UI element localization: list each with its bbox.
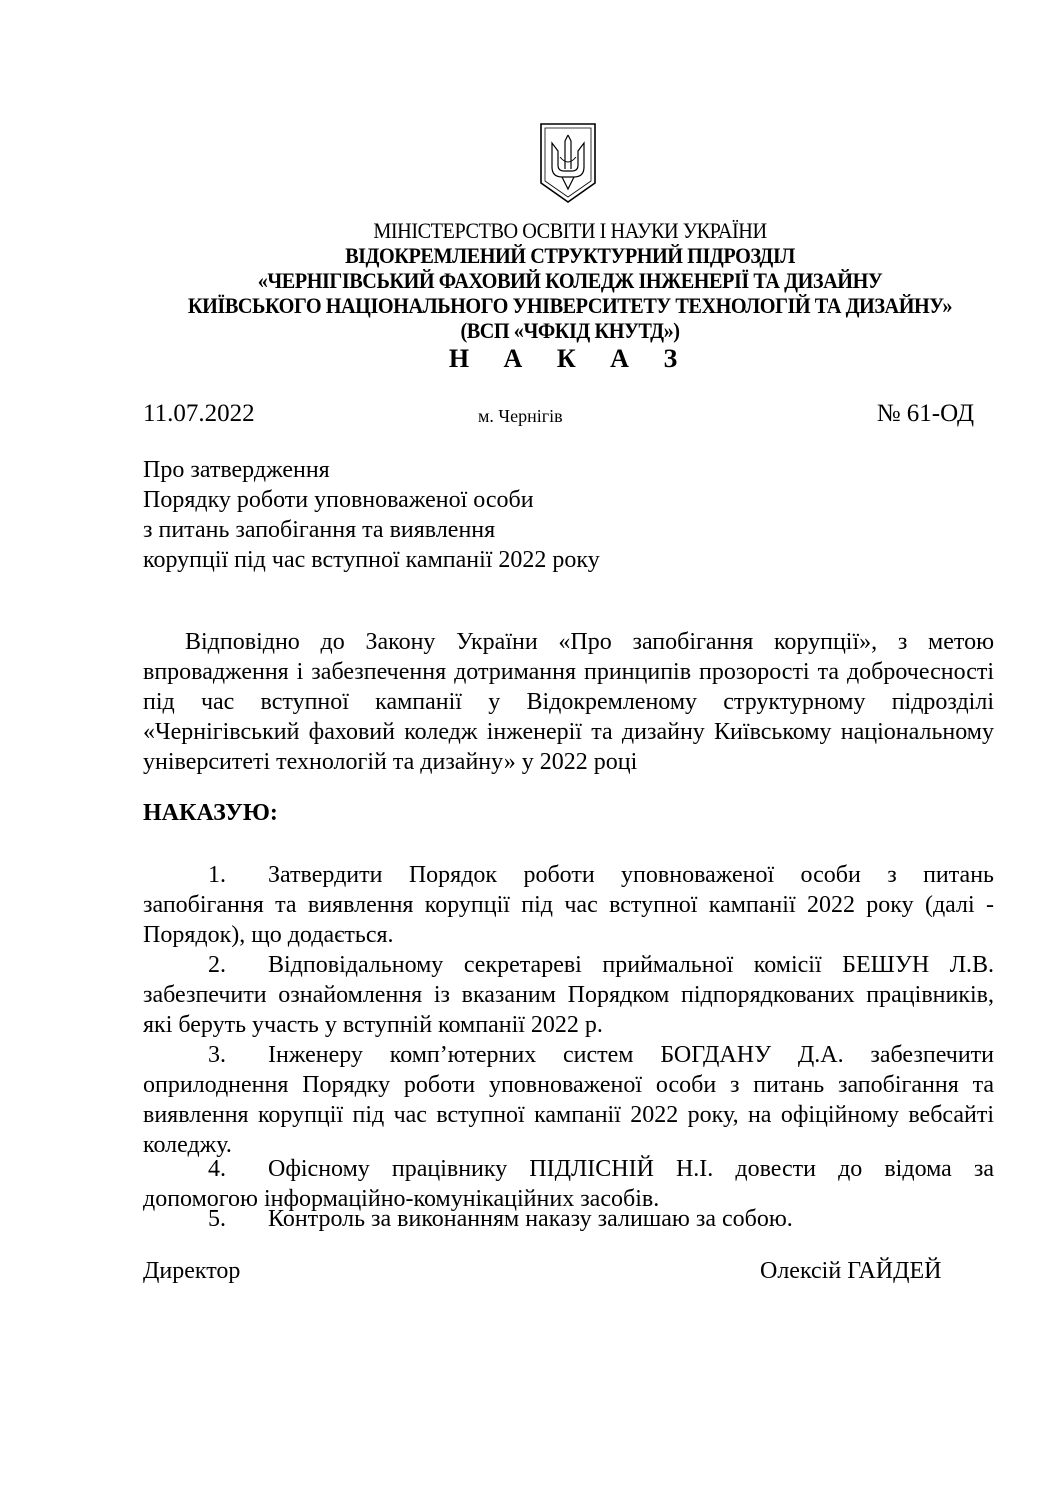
item-number: 1.	[208, 862, 226, 888]
item-text: Відповідальному секретареві приймальної комісії БЕШУН Л.В. забезпечити ознайомлення із вказаним Порядком підпорядкованих працівників, які беруть участь у вступній компанії 2022 р.	[143, 952, 994, 1038]
item-text: Офісному працівнику ПІДЛІСНІЙ Н.І. довести до відома за допомогою інформаційно-комунікаційних засобів.	[143, 1156, 994, 1212]
item-text: Контроль за виконанням наказу залишаю за собою.	[268, 1206, 793, 1232]
university-name: КИЇВСЬКОГО НАЦІОНАЛЬНОГО УНІВЕРСИТЕТУ ТЕХНОЛОГІЙ ТА ДИЗАЙНУ»	[187, 293, 953, 318]
signatory-name: Олексій ГАЙДЕЙ	[760, 1258, 942, 1284]
ministry-name: МІНІСТЕРСТВО ОСВІТИ І НАУКИ УКРАЇНИ	[373, 218, 767, 243]
item-text: Інженеру комп’ютерних систем БОГДАНУ Д.А. забезпечити оприлоднення Порядку роботи уповноваженої особи з питань запобігання та виявлення корупції під час вступної кампанії 2022 року, на офіційному вебсайті коледжу.	[143, 1042, 994, 1158]
subject-line: Порядку роботи уповноваженої особи	[143, 487, 534, 513]
order-date: 11.07.2022	[143, 400, 255, 427]
ukraine-trident-coat-of-arms-icon	[538, 121, 598, 205]
college-name: «ЧЕРНІГІВСЬКИЙ ФАХОВИЙ КОЛЕДЖ ІНЖЕНЕРІЇ ТА ДИЗАЙНУ	[257, 268, 883, 293]
item-number: 3.	[208, 1042, 226, 1068]
order-heading: НАКАЗУЮ:	[143, 800, 278, 826]
item-number: 2.	[208, 952, 226, 978]
abbreviation: (ВСП «ЧФКІД КНУТД»)	[460, 318, 680, 343]
item-number: 4.	[208, 1156, 226, 1182]
subject-line: Про затвердження	[143, 457, 330, 483]
signatory-role: Директор	[143, 1258, 241, 1284]
subject-line: з питань запобігання та виявлення	[143, 517, 496, 543]
order-item	[143, 1040, 994, 1160]
order-item	[143, 1204, 994, 1234]
order-subject	[143, 455, 600, 575]
item-number: 5.	[208, 1206, 226, 1232]
order-number: № 61-ОД	[876, 400, 974, 427]
preamble: Відповідно до Закону України «Про запобігання корупції», з метою впровадження і забезпечення дотримання принципів прозорості та доброчесності під час вступної кампанії у Відокремленому структурному підрозділі «Чернігівський фаховий коледж інженерії та дизайну Київському національному університеті технологій та дизайну» у 2022 році	[143, 629, 994, 775]
unit-name: ВІДОКРЕМЛЕНИЙ СТРУКТУРНИЙ ПІДРОЗДІЛ	[345, 243, 795, 268]
document-type: Н А К А З	[448, 344, 692, 373]
order-item	[143, 950, 994, 1040]
item-text: Затвердити Порядок роботи уповноваженої особи з питань запобігання та виявлення корупції під час вступної кампанії 2022 року (далі - Порядок), що додається.	[143, 862, 994, 948]
order-item	[143, 860, 994, 950]
order-city: м. Чернігів	[478, 406, 563, 426]
subject-line: корупції під час вступної кампанії 2022 року	[143, 547, 600, 573]
